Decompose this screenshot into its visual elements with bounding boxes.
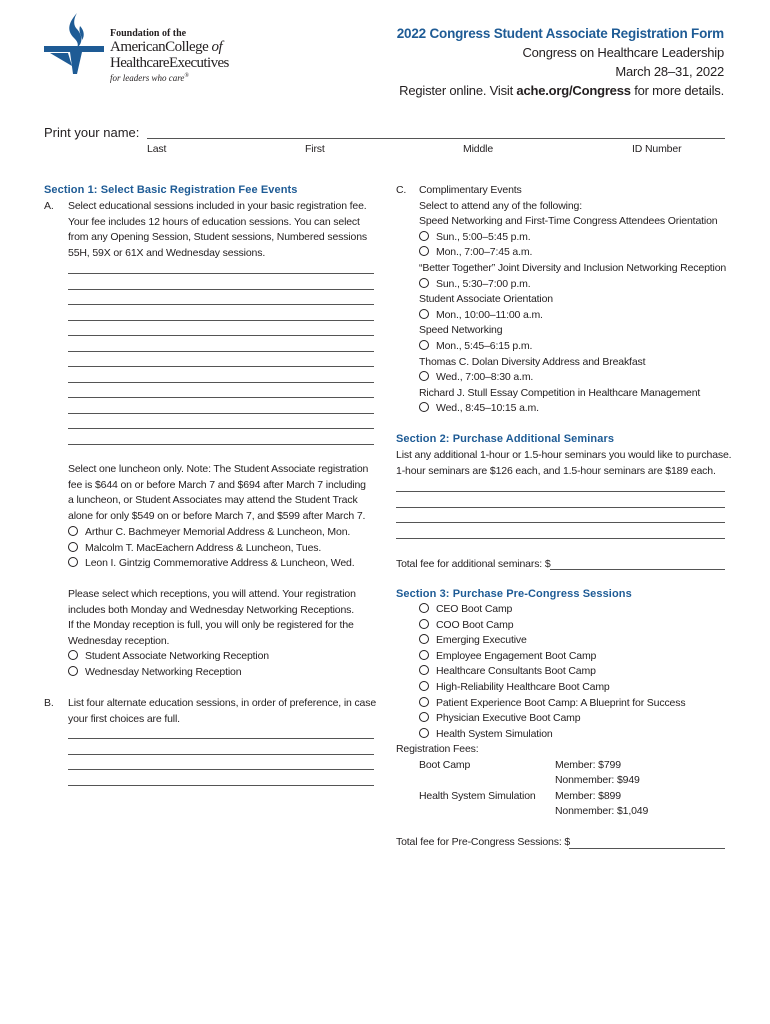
radio-circle-icon[interactable] bbox=[68, 526, 78, 536]
reception-option[interactable]: Wednesday Networking Reception bbox=[68, 665, 269, 681]
complimentary-title: Complimentary Events bbox=[419, 184, 522, 196]
checkbox-circle-icon[interactable] bbox=[419, 650, 429, 660]
checkbox-circle-icon[interactable] bbox=[419, 231, 429, 241]
bootcamp-nonmember-fee: Nonmember: $949 bbox=[555, 774, 640, 786]
checkbox-circle-icon[interactable] bbox=[419, 278, 429, 288]
id-number-caption: ID Number bbox=[632, 143, 682, 155]
event-option[interactable]: Wed., 7:00–8:30 a.m. bbox=[419, 370, 726, 386]
checkbox-circle-icon[interactable] bbox=[419, 728, 429, 738]
session-option[interactable]: Physician Executive Boot Camp bbox=[419, 711, 685, 727]
luncheon-instructions: Select one luncheon only. Note: The Student Associate registration fee is $644 on or before March 7 and $694 after March 7 including a luncheon, or Student Associates may attend the Student Track alone for only $549 on or before March 7, and $599 after March 7. bbox=[68, 463, 369, 522]
session-option[interactable]: Emerging Executive bbox=[419, 633, 685, 649]
section3-total-input[interactable] bbox=[569, 848, 725, 849]
answer-line[interactable] bbox=[396, 538, 725, 539]
bootcamp-fee-label: Boot Camp bbox=[419, 759, 471, 771]
answer-line[interactable] bbox=[68, 769, 374, 770]
luncheon-option[interactable]: Malcolm T. MacEachern Address & Luncheon, Tues. bbox=[68, 541, 355, 557]
simulation-nonmember-fee: Nonmember: $1,049 bbox=[555, 805, 649, 817]
logo-line1: Foundation of the bbox=[110, 28, 187, 39]
simulation-member-fee: Member: $899 bbox=[555, 790, 621, 802]
answer-line[interactable] bbox=[68, 444, 374, 445]
answer-line[interactable] bbox=[396, 491, 725, 492]
answer-line[interactable] bbox=[68, 273, 374, 274]
answer-line[interactable] bbox=[68, 335, 374, 336]
answer-line[interactable] bbox=[68, 351, 374, 352]
checkbox-circle-icon[interactable] bbox=[419, 712, 429, 722]
complimentary-intro: Select to attend any of the following: bbox=[419, 199, 582, 212]
event-option[interactable]: Sun., 5:00–5:45 p.m. bbox=[419, 230, 726, 246]
middle-name-caption: Middle bbox=[463, 143, 494, 155]
checkbox-circle-icon[interactable] bbox=[419, 371, 429, 381]
congress-subtitle: Congress on Healthcare Leadership bbox=[522, 45, 724, 60]
complimentary-events: Complimentary Events Select to attend any of the following: Speed Networking and First-Time Congress Attendees Orientation Sun., 5:00–5:45 p.m. Mon., 7:00–7:45 a.m. “Better Together” Joint Diversity and Inclusion Networking Reception Sun., 5:30–7:00 p.m. Student Associate Orientation Mon., 10:00–11:00 a.m. Speed Networking Mon., 5:45–6:15 p.m. Thomas C. Dolan Diversity Address and Breakfast Wed., 7:00–8:30 a.m. Richard J. Stull Essay Competition in Healthcare Management Wed., 8:45–10:15 a.m. bbox=[419, 183, 726, 417]
checkbox-circle-icon[interactable] bbox=[419, 681, 429, 691]
item-c-marker: C. bbox=[396, 184, 407, 196]
answer-line[interactable] bbox=[68, 382, 374, 383]
event-option[interactable]: Mon., 10:00–11:00 a.m. bbox=[419, 308, 726, 324]
event-option[interactable]: Wed., 8:45–10:15 a.m. bbox=[419, 401, 726, 417]
reception-option[interactable]: Student Associate Networking Reception bbox=[68, 649, 269, 665]
checkbox-circle-icon[interactable] bbox=[68, 666, 78, 676]
radio-circle-icon[interactable] bbox=[68, 542, 78, 552]
section2-total-label: Total fee for additional seminars: $ bbox=[396, 558, 551, 570]
reception-options bbox=[68, 649, 269, 680]
answer-line[interactable] bbox=[68, 304, 374, 305]
print-name-label: Print your name: bbox=[44, 125, 140, 140]
event-option[interactable]: Mon., 5:45–6:15 p.m. bbox=[419, 339, 726, 355]
radio-circle-icon[interactable] bbox=[68, 557, 78, 567]
luncheon-option[interactable]: Arthur C. Bachmeyer Memorial Address & Luncheon, Mon. bbox=[68, 525, 355, 541]
item-b-text: List four alternate education sessions, in order of preference, in case your first choices are full. bbox=[68, 697, 377, 725]
section1-title: Section 1: Select Basic Registration Fee Events bbox=[44, 184, 298, 196]
item-b-marker: B. bbox=[44, 697, 54, 709]
session-option[interactable]: Health System Simulation bbox=[419, 727, 685, 743]
answer-line[interactable] bbox=[68, 397, 374, 398]
answer-line[interactable] bbox=[68, 785, 374, 786]
answer-line[interactable] bbox=[68, 754, 374, 755]
congress-dates: March 28–31, 2022 bbox=[615, 64, 724, 79]
logo-tagline: for leaders who care® bbox=[110, 73, 189, 83]
answer-line[interactable] bbox=[396, 522, 725, 523]
checkbox-circle-icon[interactable] bbox=[419, 697, 429, 707]
item-a-marker: A. bbox=[44, 200, 54, 212]
form-title: 2022 Congress Student Associate Registration Form bbox=[396, 26, 724, 41]
checkbox-circle-icon[interactable] bbox=[419, 603, 429, 613]
luncheon-options bbox=[68, 525, 355, 572]
answer-line[interactable] bbox=[68, 413, 374, 414]
item-a-text: Select educational sessions included in your basic registration fee. Your fee includes 12 hours of education sessions. You can select from any Opening Session, Student sessions, Numbered sessions 55H, 59X or 61X and Wednesday sessions. bbox=[68, 200, 368, 259]
section2-instructions: List any additional 1-hour or 1.5-hour seminars you would like to purchase. 1-hour seminars are $126 each, and 1.5-hour seminars are $189 each. bbox=[396, 449, 732, 477]
first-name-caption: First bbox=[305, 143, 325, 155]
bootcamp-member-fee: Member: $799 bbox=[555, 759, 621, 771]
pre-congress-sessions bbox=[419, 602, 685, 742]
simulation-fee-label: Health System Simulation bbox=[419, 790, 536, 802]
answer-line[interactable] bbox=[68, 738, 374, 739]
event-option[interactable]: Sun., 5:30–7:00 p.m. bbox=[419, 277, 726, 293]
section3-total-label: Total fee for Pre-Congress Sessions: $ bbox=[396, 836, 571, 848]
luncheon-option[interactable]: Leon I. Gintzig Commemorative Address & Luncheon, Wed. bbox=[68, 556, 355, 572]
checkbox-circle-icon[interactable] bbox=[419, 309, 429, 319]
answer-line[interactable] bbox=[68, 366, 374, 367]
checkbox-circle-icon[interactable] bbox=[419, 402, 429, 412]
session-option[interactable]: Patient Experience Boot Camp: A Blueprint for Success bbox=[419, 696, 685, 712]
register-link[interactable]: ache.org/Congress bbox=[516, 83, 631, 98]
name-input-line[interactable] bbox=[147, 138, 725, 139]
session-option[interactable]: Healthcare Consultants Boot Camp bbox=[419, 664, 685, 680]
session-option[interactable]: COO Boot Camp bbox=[419, 618, 685, 634]
checkbox-circle-icon[interactable] bbox=[419, 340, 429, 350]
answer-line[interactable] bbox=[68, 289, 374, 290]
session-option[interactable]: Employee Engagement Boot Camp bbox=[419, 649, 685, 665]
registration-fees-label: Registration Fees: bbox=[396, 743, 479, 755]
answer-line[interactable] bbox=[396, 507, 725, 508]
section2-title: Section 2: Purchase Additional Seminars bbox=[396, 433, 615, 445]
answer-line[interactable] bbox=[68, 428, 374, 429]
session-option[interactable]: CEO Boot Camp bbox=[419, 602, 685, 618]
logo-line3: HealthcareExecutives bbox=[110, 55, 229, 71]
register-online-text: Register online. Visit ache.org/Congress for more details. bbox=[399, 83, 724, 98]
session-option[interactable]: High-Reliability Healthcare Boot Camp bbox=[419, 680, 685, 696]
logo-line2: AmericanCollege of bbox=[110, 39, 223, 55]
checkbox-circle-icon[interactable] bbox=[419, 246, 429, 256]
answer-line[interactable] bbox=[68, 320, 374, 321]
last-name-caption: Last bbox=[147, 143, 167, 155]
checkbox-circle-icon[interactable] bbox=[419, 634, 429, 644]
section2-total-input[interactable] bbox=[550, 569, 725, 570]
checkbox-circle-icon[interactable] bbox=[419, 665, 429, 675]
ache-logo bbox=[44, 10, 244, 90]
checkbox-circle-icon[interactable] bbox=[68, 650, 78, 660]
reception-instructions: Please select which receptions, you will attend. Your registration includes both Monday and Wednesday Networking Receptions. If the Monday reception is full, you will only be registered for the Wednesday reception. bbox=[68, 588, 356, 647]
torch-emblem-icon bbox=[44, 10, 106, 76]
section3-title: Section 3: Purchase Pre-Congress Sessions bbox=[396, 588, 632, 600]
event-option[interactable]: Mon., 7:00–7:45 a.m. bbox=[419, 245, 726, 261]
checkbox-circle-icon[interactable] bbox=[419, 619, 429, 629]
